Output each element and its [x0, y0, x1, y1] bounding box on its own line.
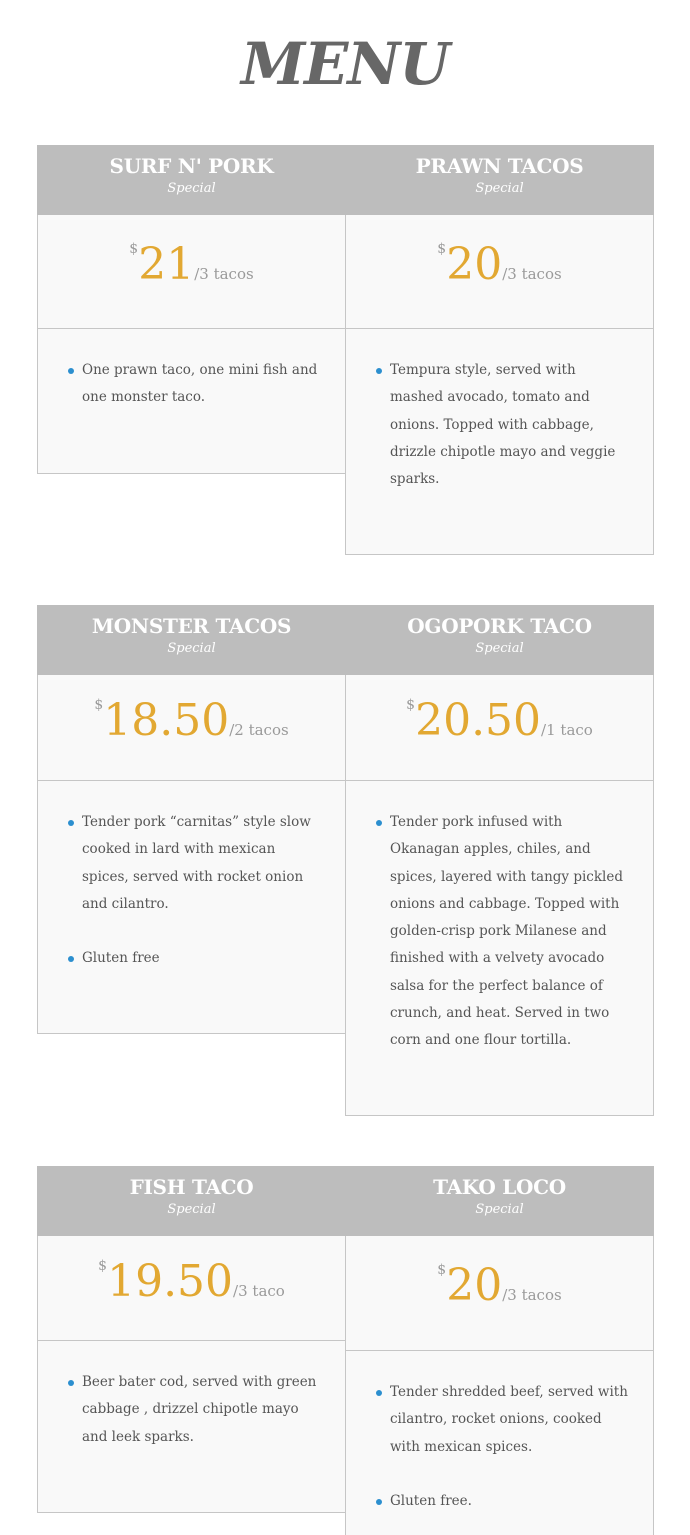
- bullet-icon: [68, 368, 74, 374]
- bullet-icon: [376, 1499, 382, 1505]
- page-title: MENU: [240, 30, 449, 98]
- list-item: [376, 1488, 629, 1515]
- bullet-icon: [376, 820, 382, 826]
- item-tag: Special: [475, 1202, 524, 1217]
- item-name: FISH TACO: [129, 1175, 254, 1199]
- list-item: [68, 1369, 321, 1451]
- price: [94, 693, 288, 749]
- price-zone: [38, 215, 345, 328]
- price-zone: [346, 1236, 653, 1351]
- item-description: [346, 809, 653, 1082]
- currency-symbol: $: [406, 697, 416, 713]
- bullet-text: Beer bater cod, served with green cabbage , drizzel chipotle mayo and leek sparks.: [82, 1374, 317, 1445]
- price-unit: /3 tacos: [194, 265, 254, 283]
- menu-card-prawn-tacos: [345, 145, 654, 555]
- divider: [37, 1340, 346, 1341]
- card-header: [37, 1166, 346, 1236]
- price: [98, 1254, 285, 1310]
- currency-symbol: $: [437, 1262, 447, 1278]
- price-zone: [38, 675, 345, 780]
- price-zone: [346, 675, 653, 780]
- card-header: [37, 145, 346, 215]
- item-name: SURF N' PORK: [109, 154, 274, 178]
- price-amount: 20: [446, 239, 503, 290]
- card-header: [345, 1166, 654, 1236]
- price-unit: /1 taco: [541, 721, 593, 739]
- price-amount: 19.50: [107, 1256, 234, 1307]
- bullet-icon: [376, 368, 382, 374]
- price-zone: [346, 215, 653, 328]
- menu-card-ogopork-taco: [345, 605, 654, 1116]
- bullet-text: Tempura style, served with mashed avocado, tomato and onions. Topped with cabbage, drizzle chipotle mayo and veggie sparks.: [390, 362, 616, 488]
- item-tag: Special: [475, 181, 524, 196]
- list-item: [376, 1379, 629, 1461]
- price-unit: /3 taco: [233, 1282, 285, 1300]
- item-name: MONSTER TACOS: [91, 614, 292, 638]
- price-amount: 20.50: [415, 695, 542, 746]
- currency-symbol: $: [129, 241, 139, 257]
- currency-symbol: $: [94, 697, 104, 713]
- price: [437, 1258, 561, 1314]
- divider: [37, 328, 346, 329]
- item-name: OGOPORK TACO: [407, 614, 592, 638]
- bullet-text: Gluten free.: [390, 1492, 472, 1509]
- menu-card-fish-taco: [37, 1166, 346, 1513]
- list-item: [376, 809, 629, 1055]
- price: [129, 237, 253, 293]
- divider: [345, 328, 654, 329]
- list-item: [68, 809, 321, 918]
- list-item: [68, 357, 321, 412]
- item-name: PRAWN TACOS: [415, 154, 584, 178]
- price-amount: 21: [138, 239, 195, 290]
- price-zone: [38, 1236, 345, 1340]
- bullet-text: Gluten free: [82, 950, 160, 967]
- item-description: [38, 809, 345, 999]
- price-unit: /3 tacos: [502, 265, 562, 283]
- bullet-text: Tender pork infused with Okanagan apples, chiles, and spices, layered with tangy pickled onions and cabbage. Topped with golden-crisp pork Milanese and finished with a velvety avocado salsa for the perfect balance of crunch, and heat. Served in two corn and one flour tortilla.: [390, 814, 623, 1049]
- bullet-icon: [68, 820, 74, 826]
- menu-card-tako-loco: [345, 1166, 654, 1535]
- bullet-icon: [68, 1380, 74, 1386]
- currency-symbol: $: [437, 241, 447, 257]
- card-header: [345, 145, 654, 215]
- bullet-icon: [376, 1390, 382, 1396]
- item-description: [346, 1379, 653, 1535]
- item-name: TAKO LOCO: [433, 1175, 566, 1199]
- card-header: [37, 605, 346, 675]
- price: [406, 693, 593, 749]
- bullet-text: One prawn taco, one mini fish and one monster taco.: [82, 362, 318, 406]
- price-amount: 18.50: [103, 695, 230, 746]
- divider: [37, 780, 346, 781]
- list-item: [376, 357, 629, 493]
- price: [437, 237, 561, 293]
- item-description: [346, 357, 653, 520]
- item-tag: Special: [167, 641, 216, 656]
- bullet-icon: [68, 956, 74, 962]
- item-tag: Special: [167, 1202, 216, 1217]
- item-description: [38, 357, 345, 439]
- list-item: [68, 945, 321, 972]
- item-tag: Special: [167, 181, 216, 196]
- price-unit: /3 tacos: [502, 1286, 562, 1304]
- divider: [345, 1350, 654, 1351]
- bullet-text: Tender pork “carnitas” style slow cooked in lard with mexican spices, served with rocket onion and cilantro.: [82, 814, 311, 912]
- card-header: [345, 605, 654, 675]
- price-unit: /2 tacos: [229, 721, 289, 739]
- bullet-text: Tender shredded beef, served with cilantro, rocket onions, cooked with mexican spices.: [390, 1384, 628, 1455]
- price-amount: 20: [446, 1260, 503, 1311]
- menu-card-surf-n-pork: [37, 145, 346, 474]
- currency-symbol: $: [98, 1258, 108, 1274]
- menu-card-monster-tacos: [37, 605, 346, 1034]
- item-description: [38, 1369, 345, 1478]
- item-tag: Special: [475, 641, 524, 656]
- divider: [345, 780, 654, 781]
